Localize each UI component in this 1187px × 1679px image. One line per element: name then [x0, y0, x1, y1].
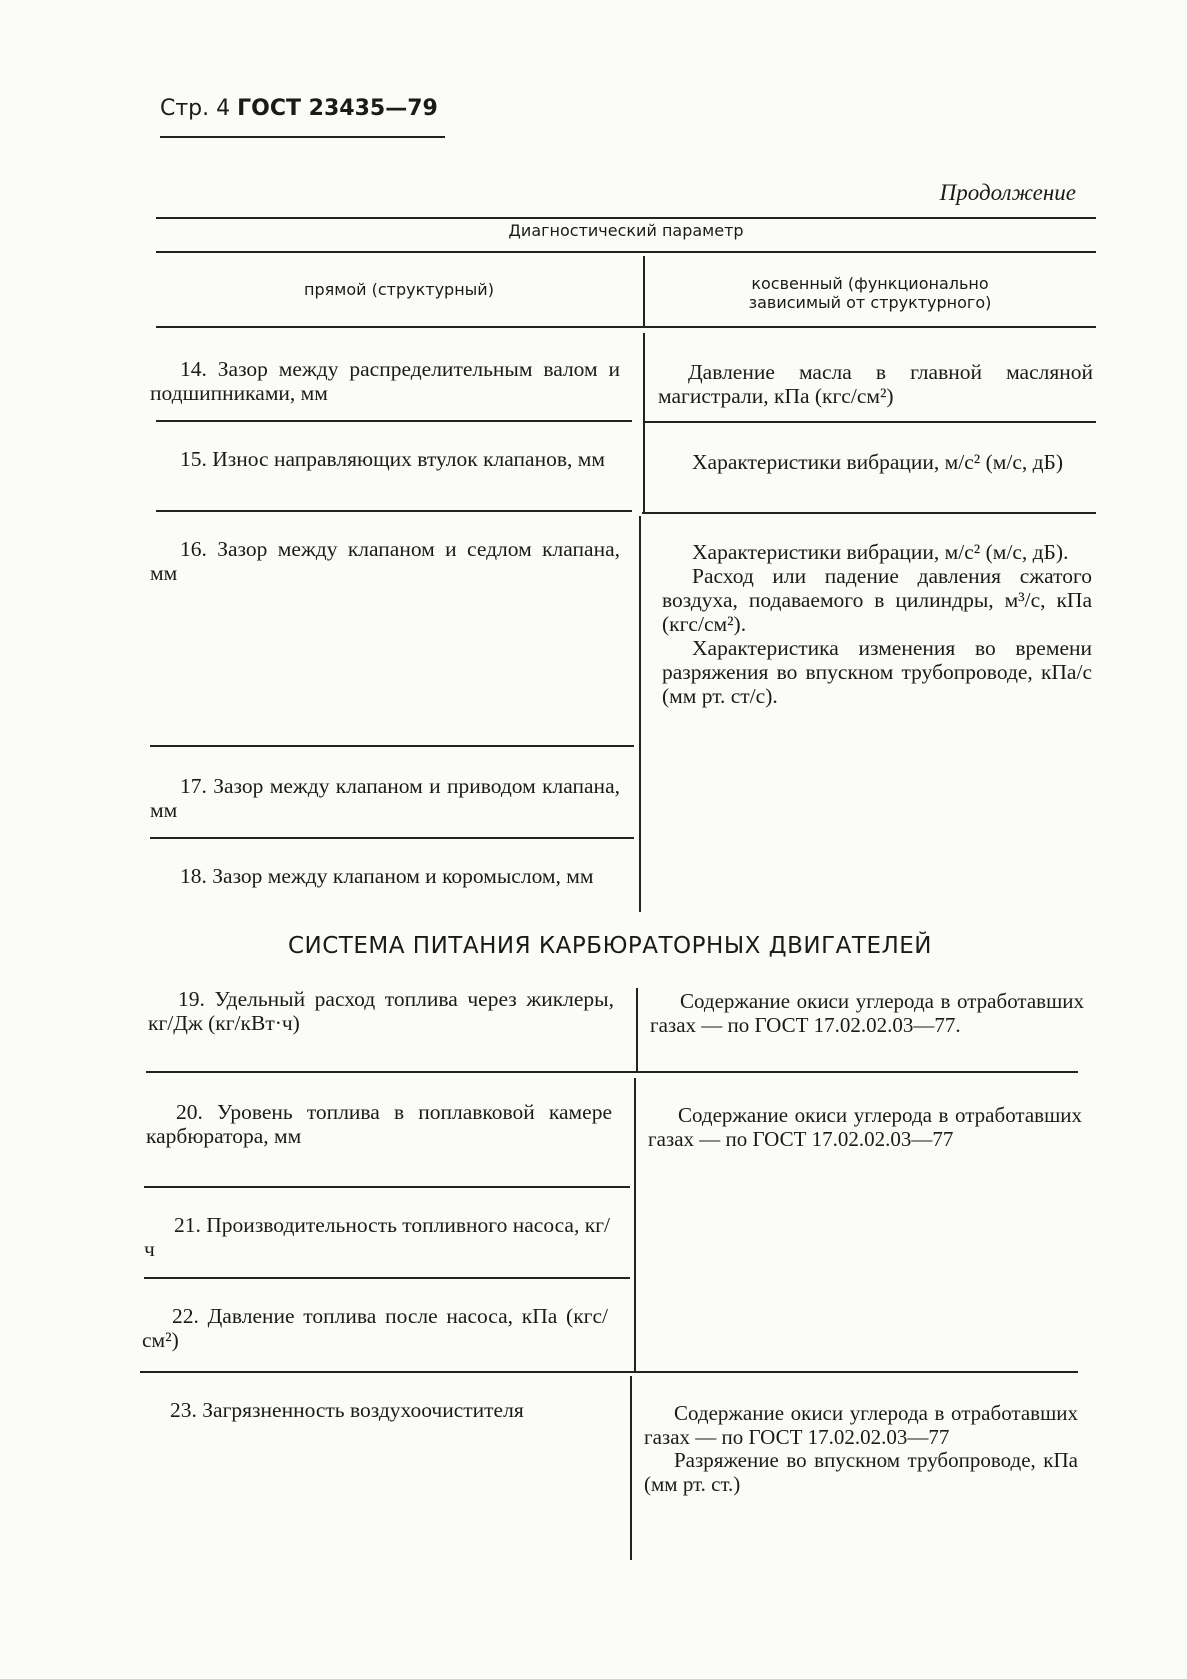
row-19-rule	[146, 1071, 1078, 1073]
table-row-21-direct: 21. Производительность топливного насоса, кг/ч	[144, 1213, 610, 1262]
column-header-indirect: косвенный (функционально зависимый от структурного)	[748, 274, 992, 312]
row-15-rule-left	[156, 510, 632, 512]
column-divider-row-23	[630, 1376, 632, 1560]
row-22-rule	[140, 1371, 1078, 1373]
table-header-bottom-rule	[156, 326, 1096, 328]
table-row-18-direct: 18. Зазор между клапаном и коромыслом, мм	[180, 864, 594, 888]
table-row-20-indirect: Содержание окиси углерода в отработавших газах — по ГОСТ 17.02.02.03—77	[648, 1103, 1082, 1151]
row-14-rule-left	[156, 420, 632, 422]
section-title: СИСТЕМА ПИТАНИЯ КАРБЮРАТОРНЫХ ДВИГАТЕЛЕЙ	[287, 933, 933, 959]
row-21-rule-left	[144, 1277, 630, 1279]
table-row-15-indirect: Характеристики вибрации, м/с² (м/с, дБ)	[692, 450, 1064, 474]
table-row-14-direct: 14. Зазор между распределительным валом и подшипниками, мм	[150, 357, 620, 406]
table-row-22-direct: 22. Давление топлива после насоса, кПа (кгс/см²)	[142, 1304, 608, 1353]
page-number: Стр. 4	[160, 96, 231, 121]
column-divider-row-19	[636, 988, 638, 1072]
column-divider-upper	[643, 333, 645, 513]
row-16-rule-left	[150, 745, 634, 747]
row-17-rule-left	[150, 837, 634, 839]
standard-number: ГОСТ 23435—79	[237, 96, 438, 121]
header-rule	[160, 136, 445, 138]
continuation-label: Продолжение	[939, 180, 1076, 205]
table-row-14-indirect: Давление масла в главной масляной магистрали, кПа (кгс/см²)	[658, 360, 1093, 409]
header-column-divider	[643, 256, 645, 328]
table-row-17-direct: 17. Зазор между клапаном и приводом клапана, мм	[150, 774, 620, 823]
table-subheader-rule	[156, 251, 1096, 253]
row-15-rule-right	[642, 512, 1096, 514]
table-row-16-direct: 16. Зазор между клапаном и седлом клапана, мм	[150, 537, 620, 586]
column-divider-rows-20-22	[634, 1078, 636, 1372]
table-group-header: Диагностический параметр	[508, 221, 744, 240]
table-row-19-direct: 19. Удельный расход топлива через жиклеры, кг/Дж (кг/кВт·ч)	[148, 987, 614, 1036]
column-divider-middle	[639, 516, 641, 912]
table-row-15-direct: 15. Износ направляющих втулок клапанов, мм	[180, 447, 605, 471]
table-row-16-indirect: Характеристики вибрации, м/с² (м/с, дБ). Расход или падение давления сжатого воздуха, подаваемого в цилиндры, м³/с, кПа (кгс/см²). Характеристика изменения во времени разряжения во впускном трубопроводе, кПа/с (мм рт. ст/с).	[662, 540, 1092, 709]
table-top-rule	[156, 217, 1096, 219]
row-20-rule-left	[144, 1186, 630, 1188]
row-14-rule-right	[644, 421, 1096, 423]
page-header	[160, 96, 445, 136]
table-row-23-direct: 23. Загрязненность воздухоочистителя	[170, 1398, 524, 1422]
table-row-19-indirect: Содержание окиси углерода в отработавших газах — по ГОСТ 17.02.02.03—77.	[650, 989, 1084, 1037]
table-row-20-direct: 20. Уровень топлива в поплавковой камере карбюратора, мм	[146, 1100, 612, 1149]
column-header-direct: прямой (структурный)	[304, 280, 494, 299]
table-row-23-indirect: Содержание окиси углерода в отработавших газах — по ГОСТ 17.02.02.03—77 Разряжение во впускном трубопроводе, кПа (мм рт. ст.)	[644, 1401, 1078, 1496]
